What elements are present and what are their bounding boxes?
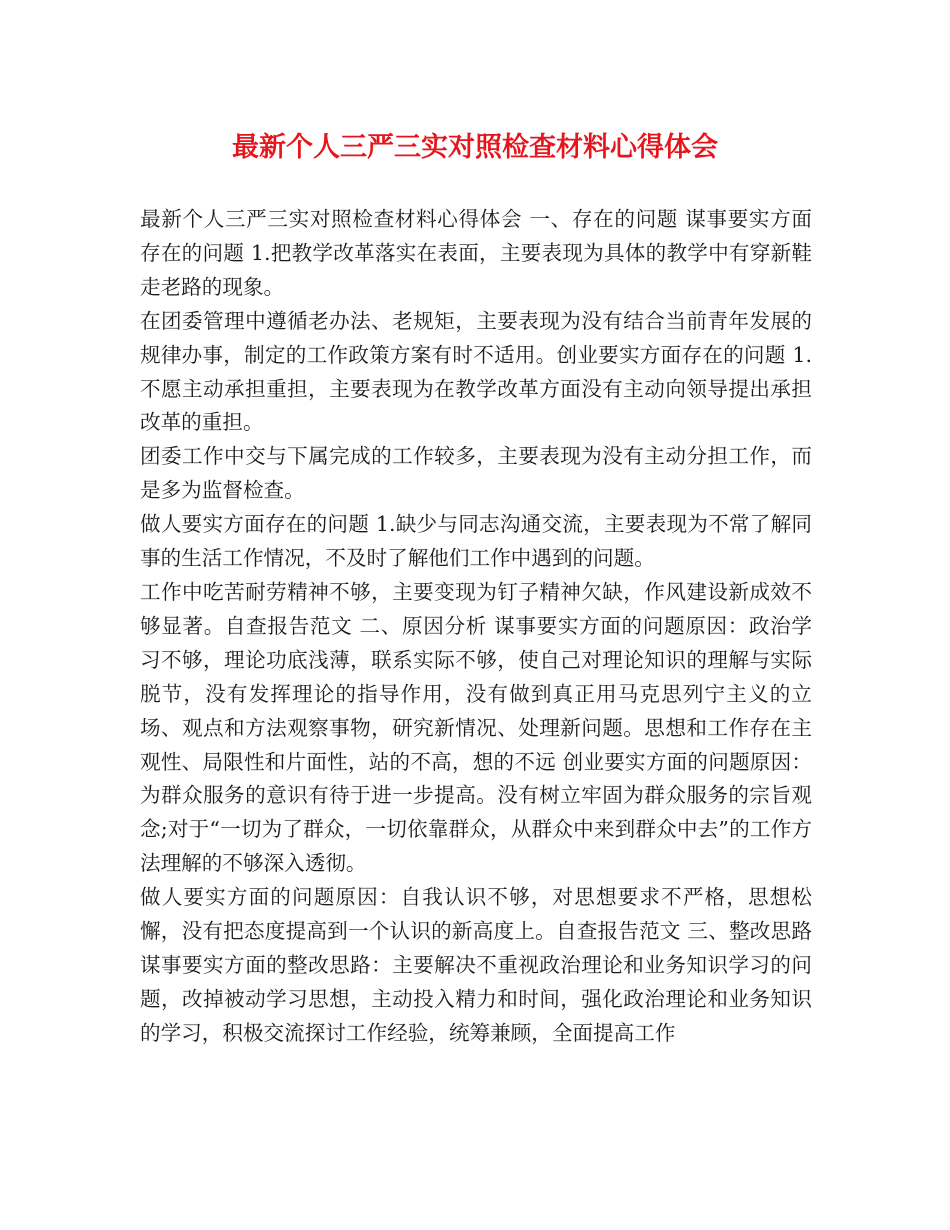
document-title: 最新个人三严三实对照检查材料心得体会 bbox=[232, 132, 718, 163]
paragraph-3: 团委工作中交与下属完成的工作较多，主要表现为没有主动分担工作，而是多为监督检查。 bbox=[140, 444, 812, 503]
paragraph-1: 最新个人三严三实对照检查材料心得体会 一、存在的问题 谋事要实方面存在的问题 1.把教学改革落实在表面，主要表现为具体的教学中有穿新鞋走老路的现象。 bbox=[140, 207, 812, 299]
document-body bbox=[140, 203, 812, 1051]
paragraph-6: 做人要实方面的问题原因：自我认识不够，对思想要求不严格，思想松懈，没有把态度提高到一个认识的新高度上。自查报告范文 三、整改思路 谋事要实方面的整改思路：主要解决不重视政治理论和业务知识学习的问题，改掉被动学习思想，主动投入精力和时间，强化政治理论和业务知识的学习，积极交流探讨工作经验，统筹兼顾，全面提高工作 bbox=[140, 885, 812, 1045]
paragraph-5: 工作中吃苦耐劳精神不够，主要变现为钉子精神欠缺，作风建设新成效不够显著。自查报告范文 二、原因分析 谋事要实方面的问题原因：政治学习不够，理论功底浅薄，联系实际不够，使自己对理论知识的理解与实际脱节，没有发挥理论的指导作用，没有做到真正用马克思列宁主义的立场、观点和方法观察事物，研究新情况、处理新问题。思想和工作存在主观性、局限性和片面性，站的不高，想的不远 创业要实方面的问题原因：为群众服务的意识有待于进一步提高。没有树立牢固为群众服务的宗旨观念;对于“一切为了群众，一切依靠群众，从群众中来到群众中去”的工作方法理解的不够深入透彻。 bbox=[140, 579, 812, 876]
paragraph-4: 做人要实方面存在的问题 1.缺少与同志沟通交流，主要表现为不常了解同事的生活工作情况，不及时了解他们工作中遇到的问题。 bbox=[140, 512, 812, 571]
paragraph-2: 在团委管理中遵循老办法、老规矩，主要表现为没有结合当前青年发展的规律办事，制定的工作政策方案有时不适用。创业要实方面存在的问题 1.不愿主动承担重担，主要表现为在教学改革方面没有主动向领导提出承担改革的重担。 bbox=[140, 308, 812, 435]
